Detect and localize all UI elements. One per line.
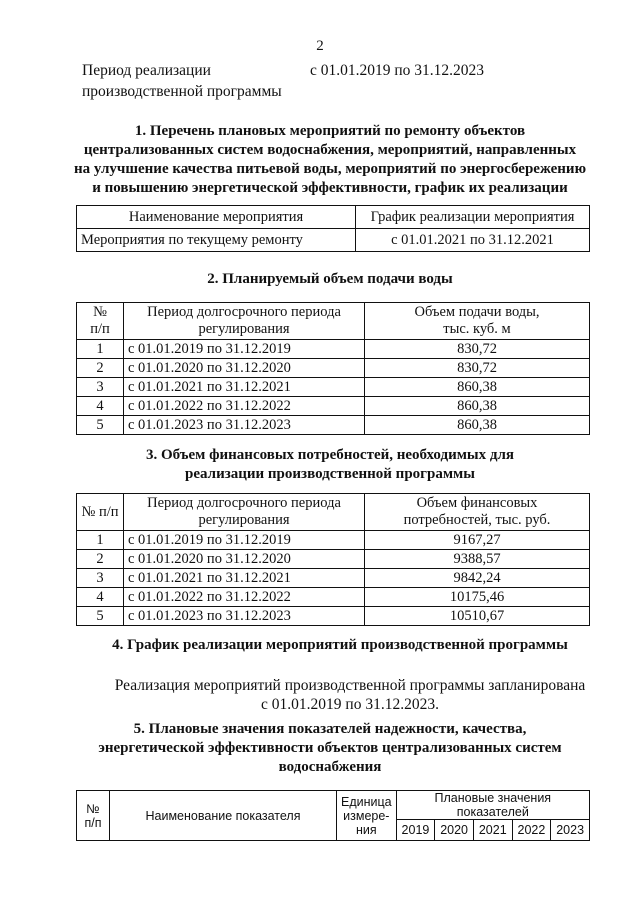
col-header-year: 2019 (396, 820, 435, 841)
col-header-period-line2: регулирования (198, 321, 290, 337)
table-row (77, 588, 590, 607)
col-header-period (124, 303, 365, 340)
col-header-year: 2021 (473, 820, 512, 841)
col-header-unit-line3: ния (355, 822, 377, 837)
period-label-line2: производственной программы (82, 83, 282, 100)
cell-num: 3 (77, 378, 124, 397)
cell-num: 2 (77, 359, 124, 378)
cell-num: 5 (77, 416, 124, 435)
cell-period: с 01.01.2022 по 31.12.2022 (124, 397, 365, 416)
col-header-num (77, 303, 124, 340)
cell-activity-name: Мероприятия по текущему ремонту (77, 229, 356, 252)
cell-period: с 01.01.2021 по 31.12.2021 (124, 378, 365, 397)
col-header-value-line2: потребностей, тыс. руб. (403, 512, 551, 528)
section1-title-line4: и повышению энергетической эффективности, график их реализации (92, 180, 568, 196)
col-header-unit-line1: Единица (341, 794, 392, 809)
table-row (77, 397, 590, 416)
section2-title: 2. Планируемый объем подачи воды (207, 271, 453, 287)
table-header-row (77, 206, 590, 229)
table-row (77, 550, 590, 569)
section1-title-line2: централизованных систем водоснабжения, мероприятий, направленных (83, 142, 577, 158)
cell-value: 10510,67 (365, 607, 590, 626)
col-header-year: 2020 (435, 820, 474, 841)
section1-title-line3: на улучшение качества питьевой воды, мероприятий по энергосбережению (73, 161, 587, 177)
table-row (77, 569, 590, 588)
water-supply-table (76, 302, 590, 435)
table-row (77, 531, 590, 550)
cell-value: 860,38 (365, 397, 590, 416)
col-header-num: № п/п (77, 494, 124, 531)
section5-title-line1: 5. Плановые значения показателей надежности, качества, (133, 721, 527, 737)
col-header-value (365, 303, 590, 340)
cell-period: с 01.01.2021 по 31.12.2021 (124, 569, 365, 588)
period-label-line1: Период реализации (82, 62, 211, 79)
table-header-row (77, 494, 590, 531)
cell-num: 1 (77, 531, 124, 550)
col-header-schedule: График реализации мероприятия (356, 206, 590, 229)
section3-title-line1: 3. Объем финансовых потребностей, необходимых для (145, 447, 515, 463)
section3-title-line2: реализации производственной программы (185, 466, 475, 482)
col-header-value (365, 494, 590, 531)
col-header-value-line2: тыс. куб. м (443, 321, 511, 337)
financial-needs-table (76, 493, 590, 626)
section5-title (60, 720, 600, 777)
col-header-value-line1: Объем подачи воды, (414, 304, 540, 320)
section1-title-line1: 1. Перечень плановых мероприятий по ремонту объектов (134, 123, 526, 139)
cell-value: 830,72 (365, 359, 590, 378)
table-header-row (77, 303, 590, 340)
cell-period: с 01.01.2019 по 31.12.2019 (124, 531, 365, 550)
col-header-num-line1: № (86, 801, 100, 816)
col-header-period (124, 494, 365, 531)
cell-period: с 01.01.2020 по 31.12.2020 (124, 359, 365, 378)
table-header-row (77, 791, 590, 820)
cell-value: 860,38 (365, 416, 590, 435)
col-header-period-line2: регулирования (198, 512, 290, 528)
cell-num: 1 (77, 340, 124, 359)
cell-value: 9167,27 (365, 531, 590, 550)
table-row (77, 416, 590, 435)
period-label (82, 60, 302, 102)
section4-text-line1: Реализация мероприятий производственной программы запланирована (114, 677, 586, 694)
table-row (77, 340, 590, 359)
cell-period: с 01.01.2023 по 31.12.2023 (124, 607, 365, 626)
table-row (77, 378, 590, 397)
cell-num: 3 (77, 569, 124, 588)
section4-text (100, 676, 600, 714)
cell-value: 860,38 (365, 378, 590, 397)
col-header-unit-line2: измере- (343, 808, 390, 823)
cell-value: 830,72 (365, 340, 590, 359)
col-header-unit (337, 791, 397, 841)
period-value: с 01.01.2019 по 31.12.2023 (310, 62, 485, 79)
col-header-indicator-name: Наименование показателя (110, 791, 337, 841)
section4-text-line2: с 01.01.2019 по 31.12.2023. (261, 696, 439, 713)
col-header-num-line2: п/п (84, 815, 102, 830)
cell-num: 5 (77, 607, 124, 626)
table-row (77, 229, 590, 252)
indicators-table (76, 790, 590, 841)
cell-num: 4 (77, 588, 124, 607)
col-header-num-line2: п/п (90, 321, 110, 337)
cell-period: с 01.01.2023 по 31.12.2023 (124, 416, 365, 435)
col-header-num-line1: № (93, 304, 107, 320)
section3-title (60, 446, 600, 484)
cell-period: с 01.01.2019 по 31.12.2019 (124, 340, 365, 359)
table-row (77, 359, 590, 378)
col-header-year: 2022 (512, 820, 551, 841)
table-row (77, 607, 590, 626)
col-header-plan-values: Плановые значения показателей (396, 791, 589, 820)
col-header-value-line1: Объем финансовых (416, 495, 538, 511)
page-number: 2 (316, 38, 324, 54)
cell-value: 9842,24 (365, 569, 590, 588)
cell-num: 4 (77, 397, 124, 416)
col-header-year: 2023 (551, 820, 590, 841)
cell-period: с 01.01.2022 по 31.12.2022 (124, 588, 365, 607)
cell-period: с 01.01.2020 по 31.12.2020 (124, 550, 365, 569)
col-header-period-line1: Период долгосрочного периода (147, 304, 341, 320)
activities-table (76, 205, 590, 252)
cell-value: 9388,57 (365, 550, 590, 569)
cell-value: 10175,46 (365, 588, 590, 607)
section4-title: 4. График реализации мероприятий производственной программы (112, 637, 568, 653)
col-header-num (77, 791, 110, 841)
cell-activity-schedule: с 01.01.2021 по 31.12.2021 (356, 229, 590, 252)
section1-title (60, 122, 600, 198)
section5-title-line3: водоснабжения (278, 759, 382, 775)
section5-title-line2: энергетической эффективности объектов централизованных систем (98, 740, 562, 756)
cell-num: 2 (77, 550, 124, 569)
col-header-name: Наименование мероприятия (77, 206, 356, 229)
col-header-period-line1: Период долгосрочного периода (147, 495, 341, 511)
